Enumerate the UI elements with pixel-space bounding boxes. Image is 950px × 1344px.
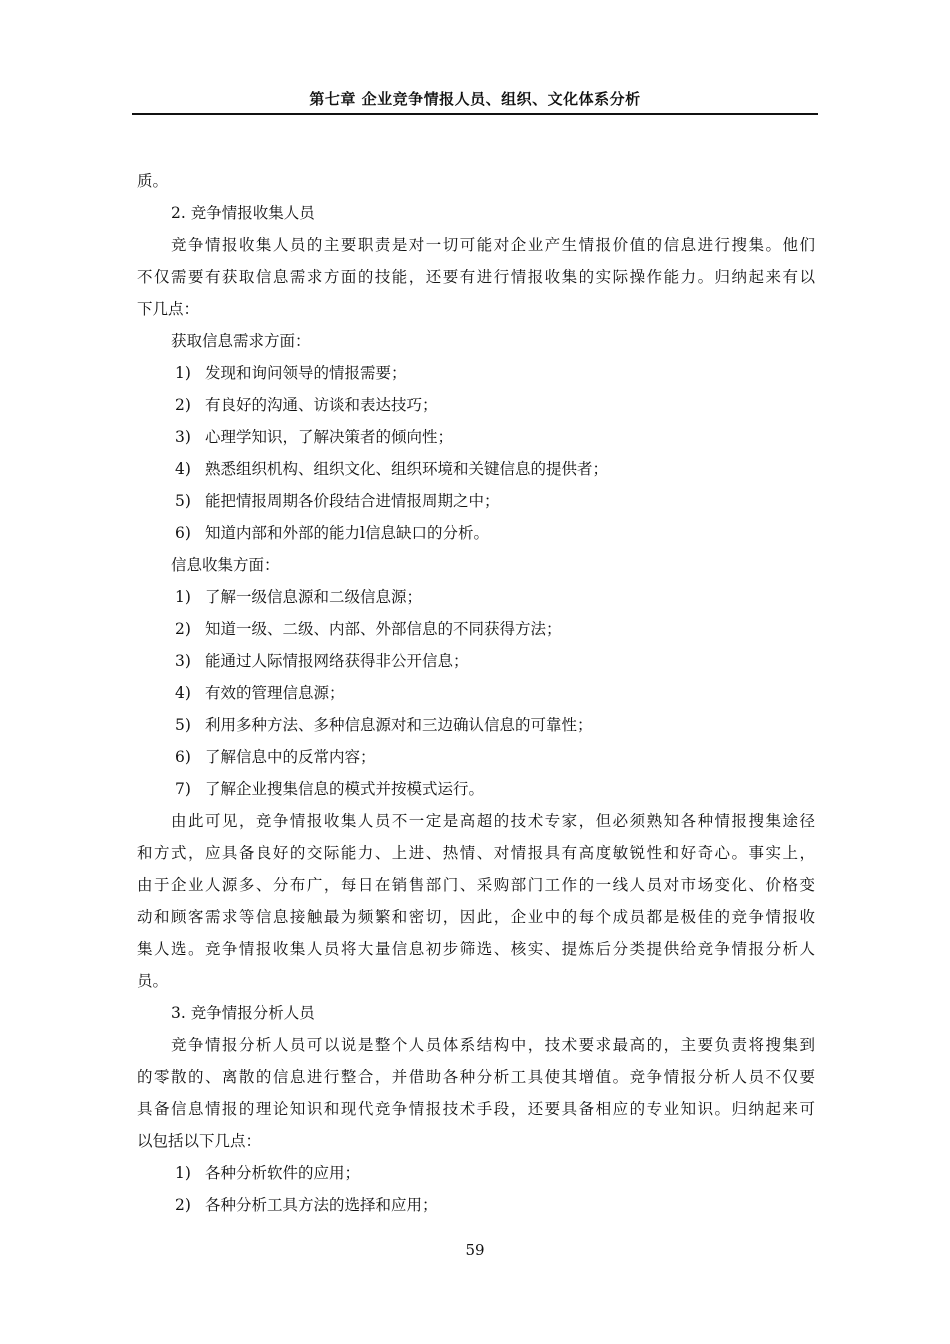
paragraph-line: 竞争情报分析人员可以说是整个人员体系结构中，技术要求最高的，主要负责将搜集到 [171,1036,815,1054]
list-item [137,581,815,613]
list-number: 6) [175,524,191,542]
list-item-text: 各种分析软件的应用； [205,1164,361,1182]
paragraph-line: 以包括以下几点： [137,1132,262,1150]
subheading: 获取信息需求方面： [171,332,311,350]
section-heading: 2. 竞争情报收集人员 [171,204,315,222]
paragraph-line: 集人选。竞争情报收集人员将大量信息初步筛选、核实、提炼后分类提供给竞争情报分析人 [137,940,815,958]
list-number: 2) [175,620,191,638]
list-item-text: 知道一级、二级、内部、外部信息的不同获得方法； [205,620,562,638]
list-item-text: 知道内部和外部的能力l信息缺口的分析。 [205,524,489,542]
paragraph-line: 质。 [137,172,169,190]
list-item [137,613,815,645]
list-item [137,741,815,773]
subheading: 信息收集方面： [171,556,280,574]
page-number: 59 [465,1241,485,1259]
paragraph-line: 动和顾客需求等信息接触最为频繁和密切，因此，企业中的每个成员都是极佳的竞争情报收 [137,908,815,926]
body-text [137,165,815,1221]
paragraph-line: 由于企业人源多、分布广，每日在销售部门、采购部门工作的一线人员对市场变化、价格变 [137,876,815,894]
list-item-text: 能通过人际情报网络获得非公开信息； [205,652,469,670]
list-item-text: 能把情报周期各价段结合进情报周期之中； [205,492,500,510]
paragraph-line: 具备信息情报的理论知识和现代竞争情报技术手段，还要具备相应的专业知识。归纳起来可 [137,1100,815,1118]
list-number: 5) [175,492,191,510]
list-number: 2) [175,396,191,414]
list-item [137,357,815,389]
paragraph-line: 的零散的、离散的信息进行整合，并借助各种分析工具使其增值。竞争情报分析人员不仅要 [137,1068,815,1086]
paragraph-line: 不仅需要有获取信息需求方面的技能，还要有进行情报收集的实际操作能力。归纳起来有以 [137,268,815,286]
list-number: 1) [175,364,191,382]
list-item-text: 发现和询问领导的情报需要； [205,364,407,382]
list-item [137,1157,815,1189]
list-item [137,517,815,549]
header-rule [132,113,818,115]
list-item-text: 心理学知识，了解决策者的倾向性； [205,428,454,446]
list-number: 7) [175,780,191,798]
list-number: 5) [175,716,191,734]
list-item-text: 熟悉组织机构、组织文化、组织环境和关键信息的提供者； [205,460,609,478]
list-item [137,773,815,805]
list-item [137,485,815,517]
list-number: 1) [175,588,191,606]
list-number: 4) [175,460,191,478]
list-item-text: 了解企业搜集信息的模式并按模式运行。 [205,780,485,798]
paragraph-line: 竞争情报收集人员的主要职责是对一切可能对企业产生情报价值的信息进行搜集。他们 [171,236,815,254]
list-item [137,389,815,421]
list-item-text: 了解一级信息源和二级信息源； [205,588,423,606]
paragraph-line: 员。 [137,972,169,990]
list-number: 3) [175,428,191,446]
paragraph-line: 由此可见，竞争情报收集人员不一定是高超的技术专家，但必须熟知各种情报搜集途径 [171,812,815,830]
list-item-text: 各种分析工具方法的选择和应用； [205,1196,438,1214]
list-number: 1) [175,1164,191,1182]
list-item [137,645,815,677]
section-heading: 3. 竞争情报分析人员 [171,1004,315,1022]
list-item-text: 利用多种方法、多种信息源对和三边确认信息的可靠性； [205,716,593,734]
list-item [137,1189,815,1221]
list-number: 3) [175,652,191,670]
list-item [137,677,815,709]
list-item [137,453,815,485]
running-header: 第七章 企业竞争情报人员、组织、文化体系分析 [309,90,641,108]
list-item [137,421,815,453]
paragraph-line: 和方式，应具备良好的交际能力、上进、热情、对情报具有高度敏锐性和好奇心。事实上， [137,844,815,862]
list-number: 2) [175,1196,191,1214]
list-item-text: 有效的管理信息源； [205,684,345,702]
paragraph-line: 下几点： [137,300,200,318]
list-item-text: 了解信息中的反常内容； [205,748,376,766]
list-item-text: 有良好的沟通、访谈和表达技巧； [205,396,438,414]
list-number: 4) [175,684,191,702]
list-item [137,709,815,741]
list-number: 6) [175,748,191,766]
